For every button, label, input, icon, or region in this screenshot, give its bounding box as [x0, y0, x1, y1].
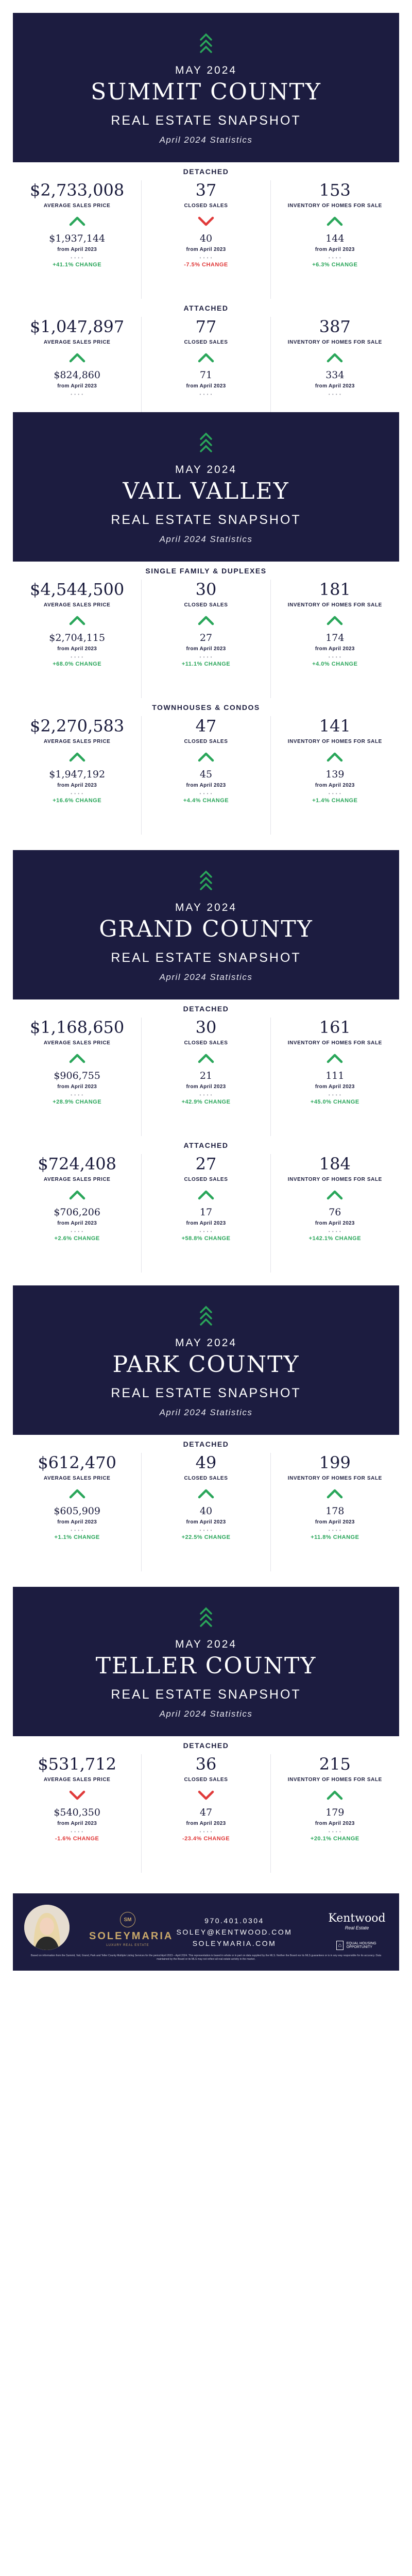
county-title: SUMMIT COUNTY: [91, 79, 321, 105]
chevron-up-icon: [13, 432, 399, 454]
previous-caption: from April 2023: [57, 1821, 97, 1826]
stat-caption: CLOSED SALES: [184, 1777, 228, 1783]
stat-value: 161: [319, 1018, 351, 1037]
percent-change: +22.5% CHANGE: [181, 1534, 231, 1540]
stat-card: [13, 580, 141, 698]
previous-value: 174: [325, 632, 345, 643]
report-month: MAY 2024: [175, 1337, 237, 1349]
report-month: MAY 2024: [175, 464, 237, 476]
snapshot-title: REAL ESTATE SNAPSHOT: [111, 1687, 301, 1702]
divider: • • • •: [328, 1093, 341, 1097]
divider: • • • •: [328, 791, 341, 796]
stat-value: $1,047,897: [30, 317, 125, 336]
previous-caption: from April 2023: [186, 1519, 226, 1525]
stat-value: $612,470: [38, 1453, 116, 1472]
stat-value: 181: [319, 580, 351, 599]
previous-value: $1,947,192: [49, 769, 106, 780]
percent-change: +11.1% CHANGE: [181, 661, 231, 667]
stat-card: [141, 1018, 270, 1136]
stat-caption: CLOSED SALES: [184, 602, 228, 608]
stat-value: 27: [195, 1154, 217, 1174]
stats-row: [13, 180, 399, 299]
header-3: [13, 1285, 399, 1435]
stat-value: 30: [195, 1018, 217, 1037]
stat-caption: CLOSED SALES: [184, 1040, 228, 1046]
divider: • • • •: [71, 392, 84, 397]
property-type-label: DETACHED: [183, 1741, 229, 1750]
trend-up-icon: [271, 215, 399, 228]
trend-up-icon: [271, 1053, 399, 1065]
trend-up-icon: [142, 352, 270, 364]
percent-change: +4.0% CHANGE: [312, 661, 358, 667]
previous-value: 40: [199, 233, 213, 244]
previous-value: 17: [199, 1207, 213, 1218]
previous-caption: from April 2023: [315, 646, 355, 652]
previous-value: 45: [199, 769, 213, 780]
previous-caption: from April 2023: [186, 247, 226, 252]
chevron-up-icon: [13, 1305, 399, 1328]
snapshot-title: REAL ESTATE SNAPSHOT: [111, 113, 301, 128]
previous-caption: from April 2023: [57, 1221, 97, 1226]
stat-value: $724,408: [38, 1154, 116, 1174]
phone-link[interactable]: 970.401.0304: [204, 1917, 264, 1925]
trend-up-icon: [142, 1053, 270, 1065]
stats-period: April 2024 Statistics: [159, 972, 253, 982]
stat-value: 199: [319, 1453, 351, 1472]
stat-caption: INVENTORY OF HOMES FOR SALE: [287, 1177, 382, 1182]
county-title: VAIL VALLEY: [123, 478, 289, 504]
divider: • • • •: [199, 1229, 213, 1234]
stat-value: 215: [319, 1754, 351, 1774]
percent-change: +1.4% CHANGE: [312, 798, 358, 804]
stat-caption: INVENTORY OF HOMES FOR SALE: [287, 739, 382, 744]
county-title: PARK COUNTY: [112, 1351, 300, 1378]
stat-card: [141, 180, 270, 299]
stat-value: $4,544,500: [30, 580, 125, 599]
stat-caption: AVERAGE SALES PRICE: [43, 1177, 111, 1182]
trend-up-icon: [271, 1488, 399, 1500]
contact-info: [167, 1915, 301, 1949]
report-month: MAY 2024: [175, 902, 237, 913]
previous-caption: from April 2023: [57, 1084, 97, 1090]
stat-caption: INVENTORY OF HOMES FOR SALE: [287, 203, 382, 209]
stat-card: [270, 1754, 399, 1873]
previous-caption: from April 2023: [315, 783, 355, 788]
stat-caption: AVERAGE SALES PRICE: [43, 340, 111, 345]
divider: • • • •: [199, 392, 213, 397]
stat-caption: CLOSED SALES: [184, 340, 228, 345]
divider: • • • •: [71, 1093, 84, 1097]
previous-value: 144: [325, 233, 345, 244]
chevron-up-icon: [13, 1606, 399, 1629]
property-type-label: ATTACHED: [183, 304, 229, 312]
stat-caption: INVENTORY OF HOMES FOR SALE: [287, 602, 382, 608]
percent-change: +58.8% CHANGE: [181, 1235, 231, 1242]
trend-up-icon: [13, 1053, 141, 1065]
equal-housing-icon: ⌂: [336, 1941, 344, 1950]
equal-housing-text: EQUAL HOUSING OPPORTUNITY: [346, 1942, 376, 1949]
stat-caption: INVENTORY OF HOMES FOR SALE: [287, 340, 382, 345]
header-2: [13, 850, 399, 999]
disclaimer: Based on information from the Summit, Vail, Grand, Park and Teller County Multiple Listing Services for the period April 2023 – April 2024. This representation is based in whole or in part on data supplied by the MLS. Neither the Board nor its MLS guarantees or is in any way responsible for its accuracy. Data maintained by the Board or its MLS may not reflect all real estate activity in the market.: [30, 1954, 382, 1961]
stat-caption: INVENTORY OF HOMES FOR SALE: [287, 1476, 382, 1481]
stats-row: [13, 580, 399, 698]
stats-period: April 2024 Statistics: [159, 135, 253, 145]
divider: • • • •: [328, 392, 341, 397]
stats-row: [13, 1154, 399, 1273]
stat-card: [270, 1018, 399, 1136]
percent-change: +16.6% CHANGE: [53, 798, 102, 804]
divider: • • • •: [199, 256, 213, 260]
stat-caption: CLOSED SALES: [184, 1476, 228, 1481]
previous-value: $605,909: [54, 1505, 100, 1517]
trend-up-icon: [271, 352, 399, 364]
trend-up-icon: [13, 352, 141, 364]
trend-up-icon: [142, 615, 270, 627]
previous-value: $906,755: [54, 1070, 100, 1081]
header-4: [13, 1587, 399, 1736]
previous-value: $540,350: [54, 1807, 100, 1818]
stats-period: April 2024 Statistics: [159, 1408, 253, 1417]
previous-value: 76: [329, 1207, 341, 1218]
property-type-label: DETACHED: [183, 1005, 229, 1013]
county-title: GRAND COUNTY: [99, 916, 313, 942]
email-link[interactable]: SOLEY@KENTWOOD.COM: [176, 1928, 293, 1936]
stat-card: [141, 1154, 270, 1273]
previous-value: 40: [199, 1505, 213, 1517]
property-type-label: DETACHED: [183, 167, 229, 176]
stat-card: [270, 180, 399, 299]
stat-value: 184: [319, 1154, 351, 1174]
stat-card: [13, 716, 141, 835]
stats-row: [13, 1754, 399, 1873]
agent-photo: [24, 1905, 70, 1950]
trend-up-icon: [13, 751, 141, 764]
stat-card: [270, 1453, 399, 1571]
percent-change: +20.1% CHANGE: [310, 1836, 359, 1842]
previous-caption: from April 2023: [315, 1519, 355, 1525]
website-link[interactable]: SOLEYMARIA.COM: [192, 1939, 277, 1947]
trend-down-icon: [142, 1789, 270, 1802]
percent-change: +6.3% CHANGE: [312, 262, 358, 268]
property-type-label: TOWNHOUSES & CONDOS: [152, 703, 260, 711]
percent-change: -1.6% CHANGE: [55, 1836, 99, 1842]
previous-caption: from April 2023: [57, 247, 97, 252]
previous-caption: from April 2023: [315, 1821, 355, 1826]
previous-caption: from April 2023: [315, 383, 355, 389]
header-1: [13, 412, 399, 562]
stat-value: 77: [195, 317, 217, 336]
previous-value: 21: [199, 1070, 213, 1081]
county-title: TELLER COUNTY: [95, 1653, 317, 1679]
divider: • • • •: [71, 1528, 84, 1533]
stat-value: 36: [195, 1754, 217, 1774]
stat-card: [13, 1754, 141, 1873]
stat-value: $1,168,650: [30, 1018, 125, 1037]
stat-value: 30: [195, 580, 217, 599]
stat-card: [13, 180, 141, 299]
divider: • • • •: [71, 791, 84, 796]
stat-value: 49: [195, 1453, 217, 1472]
percent-change: -7.5% CHANGE: [184, 262, 228, 268]
brand-tagline: LUXURY REAL ESTATE: [106, 1944, 149, 1947]
trend-up-icon: [271, 751, 399, 764]
stat-caption: AVERAGE SALES PRICE: [43, 1777, 111, 1783]
trend-up-icon: [142, 1488, 270, 1500]
stat-caption: AVERAGE SALES PRICE: [43, 602, 111, 608]
stat-caption: AVERAGE SALES PRICE: [43, 1040, 111, 1046]
stat-value: 153: [319, 180, 351, 200]
broker-name: Kentwood: [328, 1912, 386, 1925]
trend-up-icon: [142, 1189, 270, 1201]
snapshot-title: REAL ESTATE SNAPSHOT: [111, 951, 301, 965]
snapshot-title: REAL ESTATE SNAPSHOT: [111, 513, 301, 527]
previous-value: $824,860: [54, 369, 100, 381]
previous-caption: from April 2023: [186, 783, 226, 788]
percent-change: +42.9% CHANGE: [181, 1099, 231, 1105]
stat-card: [270, 1154, 399, 1273]
trend-up-icon: [13, 615, 141, 627]
previous-caption: from April 2023: [57, 646, 97, 652]
divider: • • • •: [199, 1093, 213, 1097]
divider: • • • •: [71, 1229, 84, 1234]
percent-change: +68.0% CHANGE: [53, 661, 102, 667]
report-month: MAY 2024: [175, 1638, 237, 1650]
brand-emblem: SM: [120, 1912, 135, 1927]
percent-change: +45.0% CHANGE: [310, 1099, 359, 1105]
stat-value: 141: [319, 716, 351, 736]
stat-card: [270, 580, 399, 698]
brand-name: SOLEYMARIA: [89, 1930, 174, 1942]
previous-caption: from April 2023: [186, 1821, 226, 1826]
stat-caption: AVERAGE SALES PRICE: [43, 203, 111, 209]
stat-card: [13, 1154, 141, 1273]
chevron-up-icon: [13, 870, 399, 892]
brand-logo: [89, 1912, 174, 1947]
stat-card: [141, 580, 270, 698]
stat-caption: CLOSED SALES: [184, 1177, 228, 1182]
previous-value: 71: [199, 369, 213, 381]
stat-caption: AVERAGE SALES PRICE: [43, 739, 111, 744]
divider: • • • •: [199, 791, 213, 796]
divider: • • • •: [328, 655, 341, 659]
divider: • • • •: [199, 655, 213, 659]
divider: • • • •: [199, 1528, 213, 1533]
divider: • • • •: [328, 1528, 341, 1533]
previous-value: 139: [325, 769, 345, 780]
previous-caption: from April 2023: [315, 247, 355, 252]
stat-caption: AVERAGE SALES PRICE: [43, 1476, 111, 1481]
stat-card: [141, 1754, 270, 1873]
trend-up-icon: [271, 615, 399, 627]
trend-up-icon: [271, 1189, 399, 1201]
percent-change: +4.4% CHANGE: [183, 798, 229, 804]
header-0: [13, 13, 399, 162]
previous-caption: from April 2023: [57, 1519, 97, 1525]
percent-change: +41.1% CHANGE: [53, 262, 102, 268]
divider: • • • •: [71, 256, 84, 260]
percent-change: +11.8% CHANGE: [311, 1534, 359, 1540]
divider: • • • •: [71, 1829, 84, 1834]
percent-change: +28.9% CHANGE: [53, 1099, 102, 1105]
broker-subtitle: Real Estate: [345, 1925, 369, 1930]
trend-up-icon: [271, 1789, 399, 1802]
stat-value: $2,733,008: [30, 180, 125, 200]
stat-card: [13, 1453, 141, 1571]
stat-value: $2,270,583: [30, 716, 125, 736]
previous-caption: from April 2023: [315, 1221, 355, 1226]
previous-value: 178: [325, 1505, 345, 1517]
percent-change: +2.6% CHANGE: [54, 1235, 100, 1242]
divider: • • • •: [328, 256, 341, 260]
property-type-label: ATTACHED: [183, 1141, 229, 1149]
trend-up-icon: [13, 1189, 141, 1201]
previous-caption: from April 2023: [57, 783, 97, 788]
footer: [13, 1893, 399, 1971]
stat-card: [270, 716, 399, 835]
stat-caption: INVENTORY OF HOMES FOR SALE: [287, 1040, 382, 1046]
stat-caption: INVENTORY OF HOMES FOR SALE: [287, 1777, 382, 1783]
divider: • • • •: [328, 1829, 341, 1834]
previous-value: 47: [199, 1807, 213, 1818]
previous-value: $1,937,144: [49, 233, 106, 244]
stat-value: $531,712: [38, 1754, 116, 1774]
stat-value: 47: [195, 716, 217, 736]
broker-logo: [326, 1912, 388, 1930]
stat-caption: CLOSED SALES: [184, 203, 228, 209]
equal-housing-badge: [336, 1941, 388, 1950]
stat-value: 387: [319, 317, 351, 336]
previous-caption: from April 2023: [186, 383, 226, 389]
trend-down-icon: [13, 1789, 141, 1802]
trend-up-icon: [13, 215, 141, 228]
previous-value: 334: [325, 369, 345, 381]
chevron-up-icon: [13, 32, 399, 55]
trend-down-icon: [142, 215, 270, 228]
stats-row: [13, 716, 399, 835]
stats-period: April 2024 Statistics: [159, 534, 253, 544]
previous-value: $706,206: [54, 1207, 100, 1218]
previous-value: 111: [325, 1070, 345, 1081]
previous-caption: from April 2023: [315, 1084, 355, 1090]
percent-change: -23.4% CHANGE: [182, 1836, 230, 1842]
property-type-label: SINGLE FAMILY & DUPLEXES: [145, 567, 267, 575]
divider: • • • •: [71, 655, 84, 659]
previous-caption: from April 2023: [57, 383, 97, 389]
previous-value: 27: [199, 632, 213, 643]
previous-caption: from April 2023: [186, 646, 226, 652]
stat-caption: CLOSED SALES: [184, 739, 228, 744]
previous-value: $2,704,115: [49, 632, 106, 643]
previous-caption: from April 2023: [186, 1221, 226, 1226]
snapshot-title: REAL ESTATE SNAPSHOT: [111, 1386, 301, 1400]
property-type-label: DETACHED: [183, 1440, 229, 1448]
percent-change: +1.1% CHANGE: [54, 1534, 100, 1540]
previous-value: 179: [325, 1807, 345, 1818]
stat-card: [13, 1018, 141, 1136]
previous-caption: from April 2023: [186, 1084, 226, 1090]
percent-change: +142.1% CHANGE: [308, 1235, 362, 1242]
stat-value: 37: [195, 180, 217, 200]
stats-row: [13, 1018, 399, 1136]
divider: • • • •: [328, 1229, 341, 1234]
divider: • • • •: [199, 1829, 213, 1834]
stats-period: April 2024 Statistics: [159, 1709, 253, 1719]
stats-row: [13, 1453, 399, 1571]
stat-card: [141, 1453, 270, 1571]
report-month: MAY 2024: [175, 64, 237, 76]
stat-card: [141, 716, 270, 835]
trend-up-icon: [13, 1488, 141, 1500]
trend-up-icon: [142, 751, 270, 764]
